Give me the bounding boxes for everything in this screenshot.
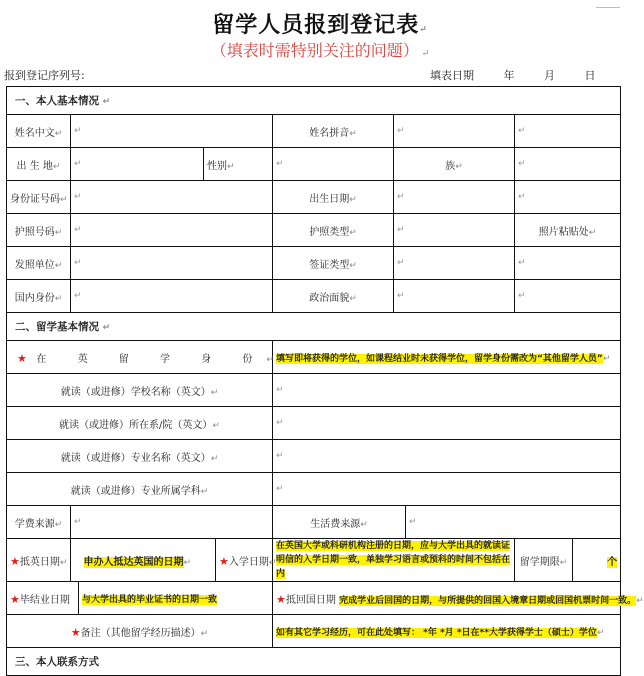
field-school-name[interactable]: ↵ bbox=[273, 374, 621, 407]
field-return-date: 完成学业后回国的日期，与所提供的回国入境章日期或回国机票时间一致。 bbox=[339, 595, 637, 606]
field-graduation-date[interactable]: 与大学出具的毕业证书的日期一致 bbox=[79, 582, 273, 615]
label-tuition-source: 学费来源↵ bbox=[7, 506, 71, 539]
field-id-number[interactable]: ↵ bbox=[71, 181, 273, 214]
fill-date-day: 日 bbox=[584, 69, 596, 82]
field-enrollment-date[interactable]: 在英国大学或科研机构注册的日期，应与大学出具的就读证明信的入学日期一致，单独学习语言或预科的时间不包括在内 bbox=[273, 539, 515, 582]
label-department: 就读（或进修）所在系/院（英文）↵ bbox=[7, 407, 273, 440]
fill-date-month: 月 bbox=[544, 69, 555, 82]
field-visa-extra[interactable]: ↵ bbox=[515, 247, 621, 280]
fill-date bbox=[430, 67, 622, 83]
label-passport-type: 护照类型↵ bbox=[273, 214, 394, 247]
return-date-row[interactable]: ★抵回国日期 完成学业后回国的日期，与所提供的回国入境章日期或回国机票时间一致。↵ bbox=[273, 582, 621, 615]
registration-form-table bbox=[6, 86, 644, 676]
photo-area[interactable]: 照片粘贴处↵ bbox=[515, 214, 621, 247]
section1-title: 一、本人基本情况 ↵ bbox=[7, 87, 621, 115]
label-name-pinyin: 姓名拼音↵ bbox=[273, 115, 394, 148]
field-name-pinyin-extra[interactable]: ↵ bbox=[515, 115, 621, 148]
label-graduation-date: ★毕结业日期 bbox=[7, 582, 79, 615]
required-star-icon: ★ bbox=[276, 592, 286, 606]
field-issuing-unit[interactable]: ↵ bbox=[71, 247, 273, 280]
label-major-name: 就读（或进修）专业名称（英文）↵ bbox=[7, 440, 273, 473]
field-gender[interactable]: ↵ bbox=[273, 148, 394, 181]
field-major-discipline[interactable]: ↵ bbox=[273, 473, 621, 506]
label-study-period: 留学期限↵ bbox=[515, 539, 573, 582]
field-domestic-identity[interactable]: ↵ bbox=[71, 280, 273, 313]
field-birthplace[interactable]: ↵ bbox=[71, 148, 204, 181]
field-overseas-identity[interactable]: 填写即将获得的学位，如课程结业时未获得学位，留学身份需改为“其他留学人员”↵ bbox=[273, 341, 621, 374]
field-living-source[interactable]: ↵ bbox=[406, 506, 621, 539]
label-visa-type: 签证类型↵ bbox=[273, 247, 394, 280]
label-political-status: 政治面貌↵ bbox=[273, 280, 394, 313]
field-political-extra[interactable]: ↵ bbox=[515, 280, 621, 313]
field-name-pinyin[interactable]: ↵ bbox=[394, 115, 515, 148]
page-title: 留学人员报到登记表↵ bbox=[212, 12, 428, 38]
field-major-name[interactable]: ↵ bbox=[273, 440, 621, 473]
label-remarks: ★备注（其他留学经历描述）↵ bbox=[7, 615, 273, 648]
label-arrival-date: ★抵英日期↵ bbox=[7, 539, 71, 582]
field-passport-no[interactable]: ↵ bbox=[71, 214, 273, 247]
field-visa-type[interactable]: ↵ bbox=[394, 247, 515, 280]
field-remarks[interactable]: 如有其它学习经历，可在此处填写： *年 *月 *日在**大学获得学士（硕士）学位↵ bbox=[273, 615, 621, 648]
required-star-icon: ★ bbox=[70, 625, 81, 639]
field-political-status[interactable]: ↵ bbox=[394, 280, 515, 313]
serial-number-label: 报到登记序列号: bbox=[4, 69, 85, 82]
required-star-icon: ★ bbox=[10, 554, 20, 568]
required-star-icon: ★ bbox=[219, 554, 229, 568]
label-return-date: 抵回国日期 bbox=[285, 594, 336, 606]
label-name-cn: 姓名中文↵ bbox=[7, 115, 71, 148]
label-domestic-identity: 国内身份↵ bbox=[7, 280, 71, 313]
field-passport-type[interactable]: ↵ bbox=[394, 214, 515, 247]
label-birthplace: 出 生 地↵ bbox=[7, 148, 71, 181]
field-birth-date-extra[interactable]: ↵ bbox=[515, 181, 621, 214]
field-birth-date[interactable]: ↵ bbox=[394, 181, 515, 214]
label-ethnicity: 族↵ bbox=[394, 148, 515, 181]
section3-title: 三、本人联系方式 bbox=[7, 648, 621, 676]
label-issuing-unit: 发照单位↵ bbox=[7, 247, 71, 280]
label-major-discipline: 就读（或进修）专业所属学科↵ bbox=[7, 473, 273, 506]
field-ethnicity[interactable]: ↵ bbox=[515, 148, 621, 181]
field-tuition-source[interactable]: ↵ bbox=[71, 506, 273, 539]
field-name-cn[interactable]: ↵ bbox=[71, 115, 273, 148]
field-department[interactable]: ↵ bbox=[273, 407, 621, 440]
label-birth-date: 出生日期↵ bbox=[273, 181, 394, 214]
label-enrollment-date: ★入学日期↵ bbox=[216, 539, 273, 582]
label-overseas-identity: ★ 在 英 留 学 身 份↵ bbox=[7, 341, 273, 374]
fill-date-year: 年 bbox=[503, 69, 515, 82]
field-study-period[interactable]: 个 bbox=[573, 539, 621, 582]
label-id-number: 身份证号码↵ bbox=[7, 181, 71, 214]
required-star-icon: ★ bbox=[10, 592, 20, 606]
fill-date-label: 填表日期 bbox=[430, 69, 474, 82]
required-star-icon: ★ bbox=[17, 351, 27, 365]
label-passport-no: 护照号码↵ bbox=[7, 214, 71, 247]
label-school-name: 就读（或进修）学校名称（英文）↵ bbox=[7, 374, 273, 407]
label-gender: 性别↵ bbox=[204, 148, 273, 181]
section2-title: 二、留学基本情况 ↵ bbox=[7, 313, 621, 341]
label-living-source: 生活费来源↵ bbox=[273, 506, 406, 539]
page-subtitle: （填表时需特别关注的问题） ↵ bbox=[210, 41, 430, 60]
field-arrival-date[interactable]: 申办人抵达英国的日期↵ bbox=[71, 539, 216, 582]
